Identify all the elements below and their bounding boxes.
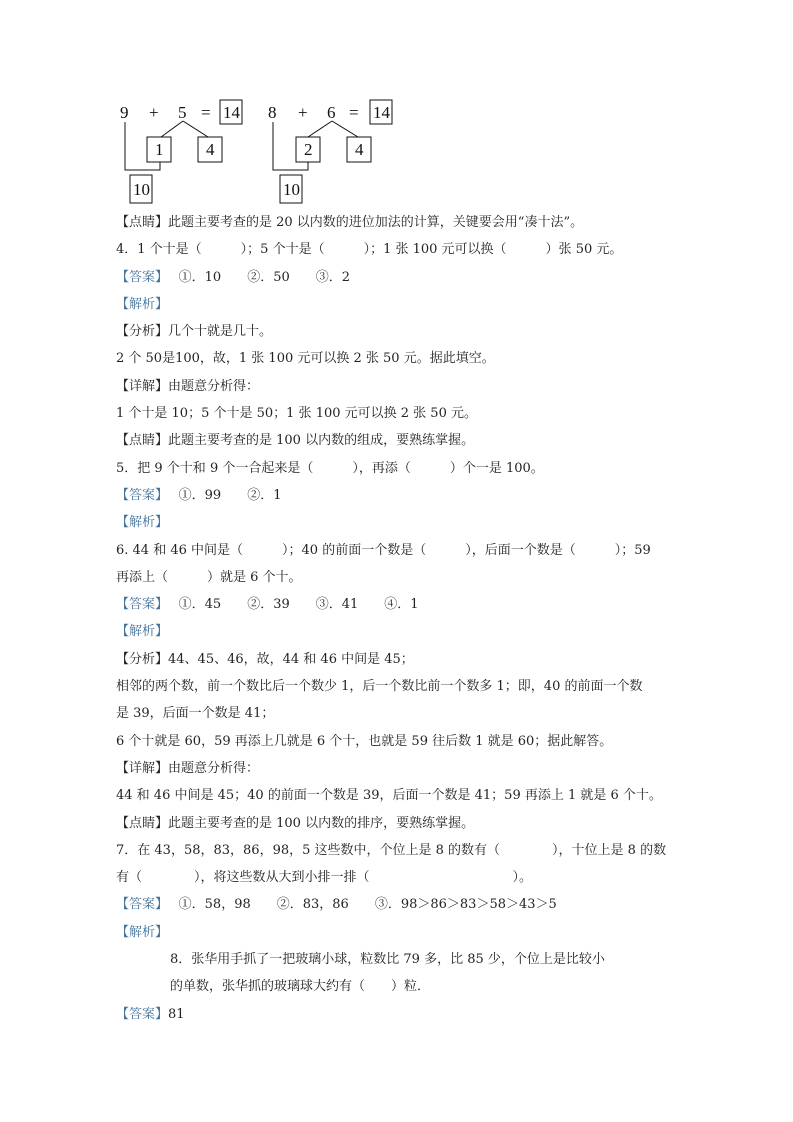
answer-values: 81 [168, 1006, 185, 1022]
q6-analysis: 【分析】44、45、46，故，44 和 46 中间是 45； [116, 651, 414, 667]
q6-analysis-2: 相邻的两个数，前一个数比后一个数少 1，后一个数比前一个数多 1；即，40 的前面一个数 [116, 679, 643, 695]
split-box-2: 4 [206, 140, 215, 159]
split-box-1: 2 [304, 140, 313, 159]
split-box-1: 1 [155, 140, 164, 159]
q6-detail-2: 44 和 46 中间是 45；40 的前面一个数是 39，后面一个数是 41；59 再添上 1 就是 6 个十。 [116, 788, 662, 804]
answer-tag: 【答案】 [116, 487, 162, 503]
addend-b: 5 [178, 103, 187, 122]
q4-question: 4．1 个十是（ ）；5 个十是（ ）；1 张 100 元可以换（ ）张 50 元。 [116, 242, 623, 258]
q6-detail: 【详解】由题意分析得： [116, 760, 260, 776]
answer-values: ①．10 ②．50 ③．2 [161, 269, 351, 285]
ten-box: 10 [283, 180, 300, 199]
answer-tag: 【答案】 [116, 897, 162, 913]
answer-tag: 【答案】 [116, 1006, 169, 1022]
addend-a: 8 [268, 103, 277, 122]
answer-tag: 【答案】 [116, 597, 162, 613]
split-box-2: 4 [355, 140, 364, 159]
addend-b: 6 [327, 103, 336, 122]
q7-question: 7．在 43，58，83，86，98，5 这些数中，个位上是 8 的数有（ ），十位上是 8 的数 [116, 842, 667, 858]
q4-answer [116, 264, 686, 291]
answer-values: ①．99 ②．1 [161, 487, 282, 503]
equals-sign: = [201, 103, 211, 122]
analysis-tag: 【解析】 [116, 624, 169, 640]
q3-comment: 【点睛】此题主要考查的是 20 以内数的进位加法的计算，关键要会用“凑十法”。 [116, 215, 584, 230]
answer-values: ①．45 ②．39 ③．41 ④．1 [161, 597, 419, 613]
q8-answer [116, 1001, 686, 1028]
q4-detail-2: 1 个十是 10；5 个十是 50；1 张 100 元可以换 2 张 50 元。 [116, 406, 477, 422]
q7-answer [116, 891, 686, 918]
ten-box: 10 [133, 180, 150, 199]
q4-analysis: 【分析】几个十就是几十。 [116, 324, 273, 340]
q6-analysis-4: 6 个十就是 60，59 再添上几就是 6 个十，也就是 59 往后数 1 就是 60；据此解答。 [116, 733, 613, 749]
analysis-tag: 【解析】 [116, 924, 169, 940]
addend-a: 9 [120, 103, 129, 122]
q8-question: 8．张华用手抓了一把玻璃小球，粒数比 79 多，比 85 少，个位上是比较小 [170, 952, 605, 968]
equals-sign: = [349, 103, 359, 122]
sum-box: 14 [373, 103, 390, 122]
q4-comment: 【点睛】此题主要考查的是 100 以内数的组成，要熟练掌握。 [116, 433, 475, 449]
q6-question: 6. 44 和 46 中间是（ ）；40 的前面一个数是（ ），后面一个数是（ ）；59 [116, 542, 651, 558]
make-ten-diagram [0, 0, 793, 220]
q4-analysis-2: 2 个 50是100，故，1 张 100 元可以换 2 张 50 元。据此填空。 [116, 351, 495, 367]
sum-box: 14 [223, 103, 240, 122]
analysis-tag: 【解析】 [116, 296, 169, 312]
q5-answer [116, 482, 686, 509]
q4-detail: 【详解】由题意分析得： [116, 378, 260, 394]
q5-question: 5．把 9 个十和 9 个一合起来是（ ），再添（ ）个一是 100。 [116, 460, 544, 476]
q8-question-2: 的单数，张华抓的玻璃球大约有（ ）粒． [170, 979, 431, 995]
q6-question-2: 再添上（ ）就是 6 个十。 [116, 569, 302, 585]
plus-sign: + [149, 103, 159, 122]
q6-comment: 【点睛】此题主要考查的是 100 以内数的排序，要熟练掌握。 [116, 815, 475, 831]
q7-question-2: 有（ ），将这些数从大到小排一排（ ）。 [116, 870, 533, 886]
q6-analysis-3: 是 39，后面一个数是 41； [116, 706, 275, 722]
plus-sign: + [298, 103, 308, 122]
document-body [116, 209, 686, 1028]
answer-tag: 【答案】 [116, 269, 162, 285]
q6-answer [116, 591, 686, 618]
answer-values: ①．58，98 ②．83，86 ③．98＞86＞83＞58＞43＞5 [161, 897, 557, 913]
analysis-tag: 【解析】 [116, 515, 169, 531]
